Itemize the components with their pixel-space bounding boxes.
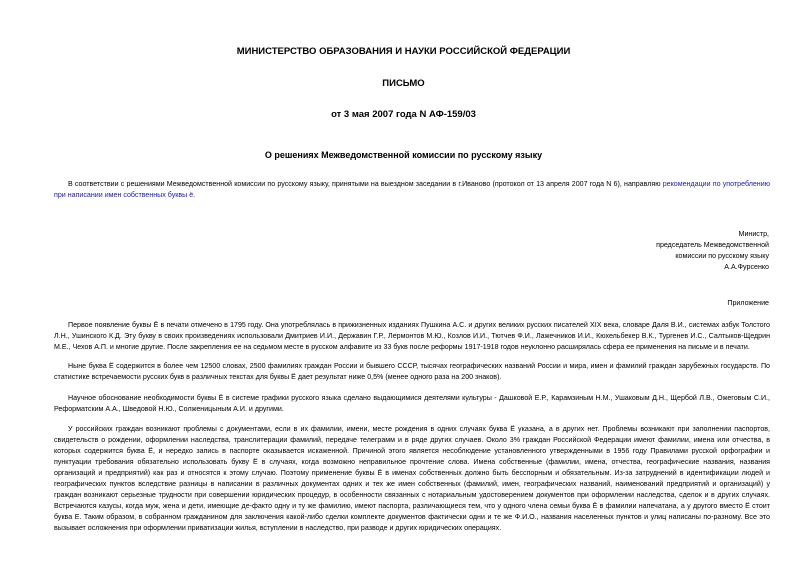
ministry-title: МИНИСТЕРСТВО ОБРАЗОВАНИЯ И НАУКИ РОССИЙСКОЙ ФЕДЕРАЦИИ xyxy=(236,46,571,57)
document-type: ПИСЬМО xyxy=(382,78,425,89)
intro-text-end: . xyxy=(193,191,196,199)
recommendations-link[interactable]: рекомендации по употреблению при написании имен собственных буквы ё xyxy=(54,180,771,199)
intro-text: В соответствии с решениями Межведомственной комиссии по русскому языку, принятыми на выездном заседании в г.Иваново (протокол от 13 апреля 2007 года N 6), направляю xyxy=(68,180,663,188)
signature-block xyxy=(656,229,769,273)
signature-line: комиссии по русскому языку xyxy=(675,252,769,260)
document-date-number: от 3 мая 2007 года N АФ-159/03 xyxy=(331,109,476,120)
body-paragraph: Научное обоснование необходимости буквы Ё в системе графики русского языка сделано выдающимися деятелями культуры - Дашковой Е.Р., Карамзиным Н.М., Ушаковым Д.Н., Щербой Л.В., Ожеговым С.И., Реформатским А.А., Шведовой Н.Ю., Солженицыным А.И. и другими. xyxy=(54,394,770,413)
signature-line: председатель Межведомственной xyxy=(656,241,769,249)
signature-line: Министр, xyxy=(738,230,769,238)
document-subject: О решениях Межведомственной комиссии по русскому языку xyxy=(264,150,543,160)
appendix-label: Приложение xyxy=(727,299,769,307)
intro-paragraph xyxy=(54,179,770,201)
body-paragraph: Первое появление буквы Ё в печати отмечено в 1795 году. Она употреблялась в прижизненных изданиях Пушкина А.С. и других великих русских писателей XIX века, словаре Даля В.И., системах азбук Толстого Л.Н., Ушинского К.Д. Эту букву в своих произведениях использовали Дмитриев И.И., Державин Г.Р., Лермонтов М.Ю., Козлов И.И., Тютчев Ф.И., Лажечников И.И., Кюхельбекер В.К., Тургенев И.С., Салтыков-Щедрин М.Е., Чехов А.П. и многие другие. После закрепления ее на седьмом месте в русском алфавите из 33 букв после реформы 1917-1918 годов неуклонно расширялась сфера ее применения на письме и в печати. xyxy=(54,321,770,351)
body-paragraph: Ныне буква Ё содержится в более чем 12500 словах, 2500 фамилиях граждан России и бывшего СССР, тысячах географических названий России и мира, имен и фамилий граждан зарубежных государств. По статистике встречаемости русских букв в различных текстах для буквы Ё дает результат ниже 0,5% (менее одного раза на 200 знаков). xyxy=(54,362,770,381)
body-paragraph: У российских граждан возникают проблемы с документами, если в их фамилии, имени, месте рождения в одних случаях буква Ё указана, а в других нет. Проблемы возникают при заполнении паспортов, свидетельств о рождении, оформлении наследства, транслитерации фамилий, передаче телеграмм и в ряде других случаев. Около 3% граждан Российской Федерации имеют фамилии, имена или отчества, в которых содержится буква Ё, и нередко запись в паспорте оказывается искаженной. Причиной этого является несоблюдение установленного утвержденными в 1956 году Правилами русской орфографии и пунктуации требования обязательно использовать букву Ё в случаях, когда возможно неправильное прочтение слова. Имена собственные (фамилии, имена, отчества, географические названия, названия организаций и предприятий) как раз и относятся к этому случаю. Поэтому применение буквы Ё в именах собственных должно быть бесспорным и обязательным. Из-за затруднений в идентификации людей и географических пунктов вследствие разницы в написании в различных документах одних и тех же имен собственных (фамилий, имен, географических названий, наименований предприятий и организаций) у граждан возникают серьезные трудности при совершении юридических процедур, в особенности связанных с нотариальным удостоверением документов при оформлении наследства, сделок и в других случаях. Встречаются казусы, когда муж, жена и дети, имеющие де-факто одну и ту же фамилию, имеют паспорта, различающиеся тем, что у одного члена семьи буква Ё в фамилии напечатана, а у другого вместо Ё стоит буква Е. Таким образом, в собранном гражданином для заключения какой-либо сделки комплекте документов фактически одни и те же Ф.И.О., названия населенных пунктов и улиц написаны по-разному. Все это вызывает осложнения при оформлении приватизации жилья, вступлении в наследство, при разводе и других юридических операциях. xyxy=(54,425,770,532)
signature-name: А.А.Фурсенко xyxy=(724,263,769,271)
